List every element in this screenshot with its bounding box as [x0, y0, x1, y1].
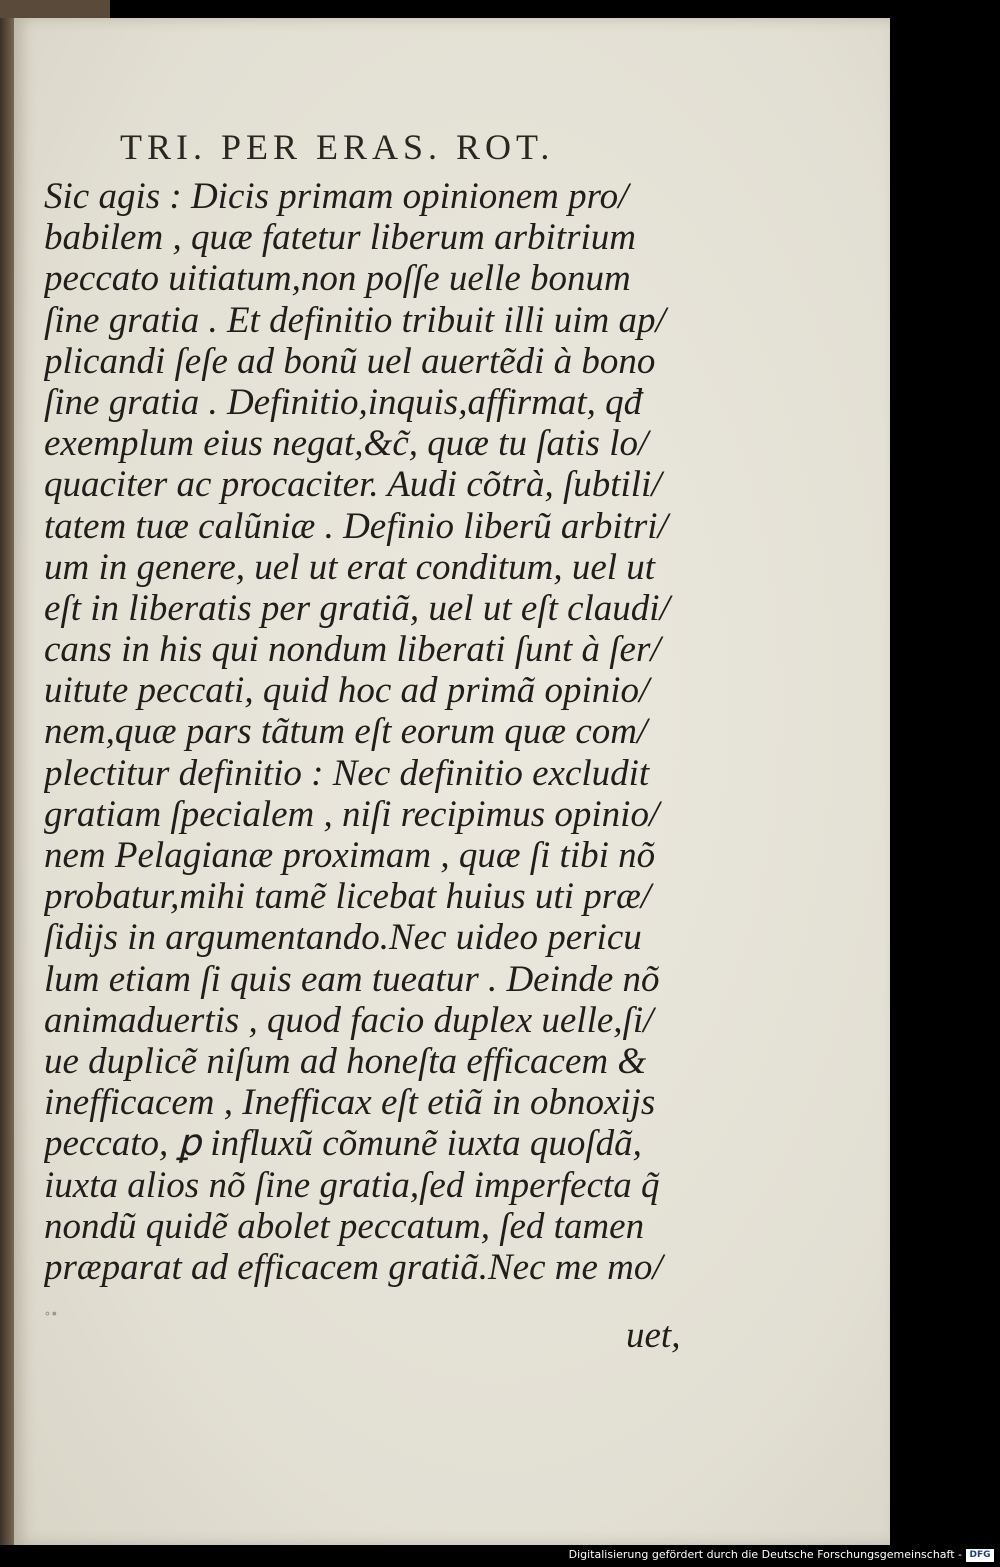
text-line: animaduertis , quod facio duplex uelle,ſi/ — [44, 999, 654, 1041]
text-line: nem Pelagianæ proximam , quæ ſi tibi nõ — [44, 835, 656, 876]
text-line: peccato, ꝑ influxũ cõmunẽ iuxta quoſdã, — [44, 1123, 642, 1165]
text-line: ſine gratia . Definitio,inquis,affirmat, qđ — [44, 381, 643, 423]
running-head: TRI. PER ERAS. ROT. — [120, 127, 555, 167]
text-line: præparat ad efficacem gratiã.Nec me mo/ — [44, 1246, 663, 1288]
text-line: tatem tuæ calũniæ . Definio liberũ arbitri/ — [44, 505, 668, 547]
text-line: ſine gratia . Et definitio tribuit illi uim ap/ — [44, 299, 666, 341]
digitization-credit: Digitalisierung gefördert durch die Deutsche Forschungsgemeinschaft - — [568, 1548, 962, 1561]
binding-top — [0, 0, 110, 18]
text-line: nondũ quidẽ abolet peccatum, ſed tamen — [44, 1205, 645, 1247]
text-line: probatur,mihi tamẽ licebat huius uti præ/ — [44, 876, 652, 918]
text-line: iuxta alios nõ ſine gratia,ſed imperfecta q̃ — [44, 1164, 660, 1206]
catchword: uet, — [626, 1315, 681, 1356]
text-line: plicandi ſeſe ad bonũ uel auertẽdi à bono — [44, 340, 656, 382]
dfg-logo: DFG — [966, 1549, 994, 1562]
page-body-text — [44, 176, 724, 1288]
text-line: babilem , quæ fatetur liberum arbitrium — [44, 217, 636, 259]
text-line: Sic agis : Dicis primam opinionem pro/ — [44, 176, 629, 217]
text-line: uitute peccati, quid hoc ad primã opinio/ — [44, 670, 650, 712]
text-line: cans in his qui nondum liberati ſunt à ſer/ — [44, 629, 661, 671]
text-line: nem,quæ pars tãtum eſt eorum quæ com/ — [44, 711, 648, 753]
text-line: peccato uitiatum,non poſſe uelle bonum — [44, 258, 631, 300]
text-line: ue duplicẽ niſum ad honeſta efficacem & — [44, 1040, 647, 1082]
text-line: um in genere, uel ut erat conditum, uel ut — [44, 546, 656, 588]
text-line: eſt in liberatis per gratiã, uel ut eſt claudi/ — [44, 587, 670, 629]
text-line: inefficacem , Inefficax eſt etiã in obnoxijs — [44, 1082, 656, 1124]
text-line: ſidijs in argumentando.Nec uideo pericu — [44, 917, 642, 959]
ink-smudge: ∘∙ — [44, 1306, 58, 1322]
text-line: exemplum eius negat,&c̃, quæ tu ſatis lo/ — [44, 423, 649, 465]
text-line: quaciter ac procaciter. Audi cõtrà, ſubtili/ — [44, 464, 662, 506]
text-line: gratiam ſpecialem , niſi recipimus opinio/ — [44, 793, 660, 835]
text-line: lum etiam ſi quis eam tueatur . Deinde nõ — [44, 958, 660, 1000]
text-line: plectitur definitio : Nec definitio excludit — [44, 752, 650, 794]
